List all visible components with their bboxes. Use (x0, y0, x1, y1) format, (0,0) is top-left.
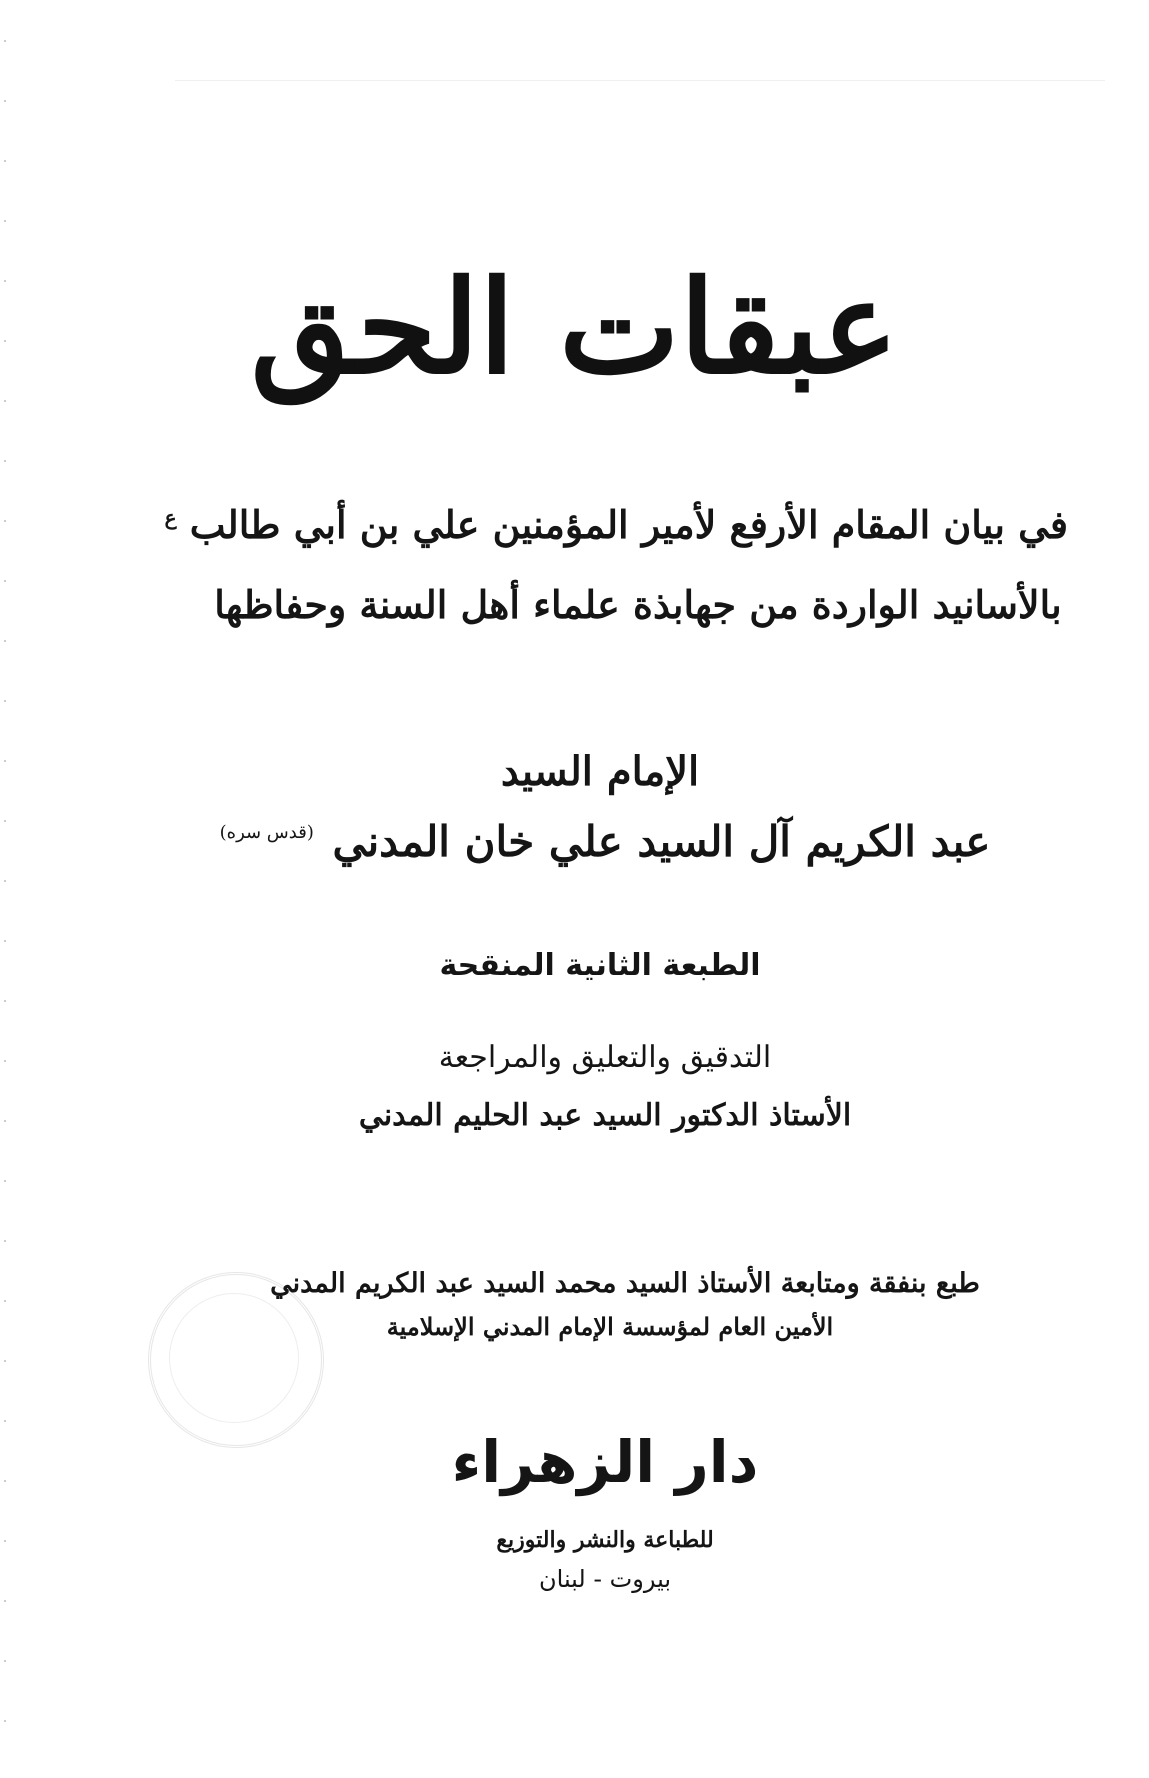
verification-label: التدقيق والتعليق والمراجعة (438, 1040, 772, 1075)
author-honorific: (قدس سره) (219, 822, 314, 843)
top-show-through-line (175, 80, 1105, 81)
author-name: عبد الكريم آل السيد علي خان المدني (332, 817, 991, 866)
printing-sponsor-title: الأمين العام لمؤسسة الإمام المدني الإسلامية (386, 1312, 834, 1341)
edition-statement: الطبعة الثانية المنقحة (439, 948, 761, 983)
subtitle-honorific: ع (164, 505, 177, 530)
book-title: عبقات الحق (250, 253, 899, 403)
subtitle-line-1-text: في بيان المقام الأرفع لأمير المؤمنين علي بن أبي طالب (189, 502, 1068, 547)
publisher-tagline: للطباعة والنشر والتوزيع (496, 1527, 714, 1553)
printing-sponsor: طبع بنفقة ومتابعة الأستاذ السيد محمد السيد عبد الكريم المدني (270, 1268, 980, 1299)
author-label: الإمام السيد (500, 748, 700, 795)
verification-name: الأستاذ الدكتور السيد عبد الحليم المدني (358, 1098, 852, 1133)
publisher-location: بيروت - لبنان (539, 1565, 671, 1593)
publisher-name: دار الزهراء (451, 1428, 759, 1496)
author-name-line (160, 817, 1050, 866)
subtitle-line-2: بالأسانيد الواردة من جهابذة علماء أهل السنة وحفاظها (214, 582, 1062, 627)
subtitle-line-1 (164, 500, 1068, 549)
